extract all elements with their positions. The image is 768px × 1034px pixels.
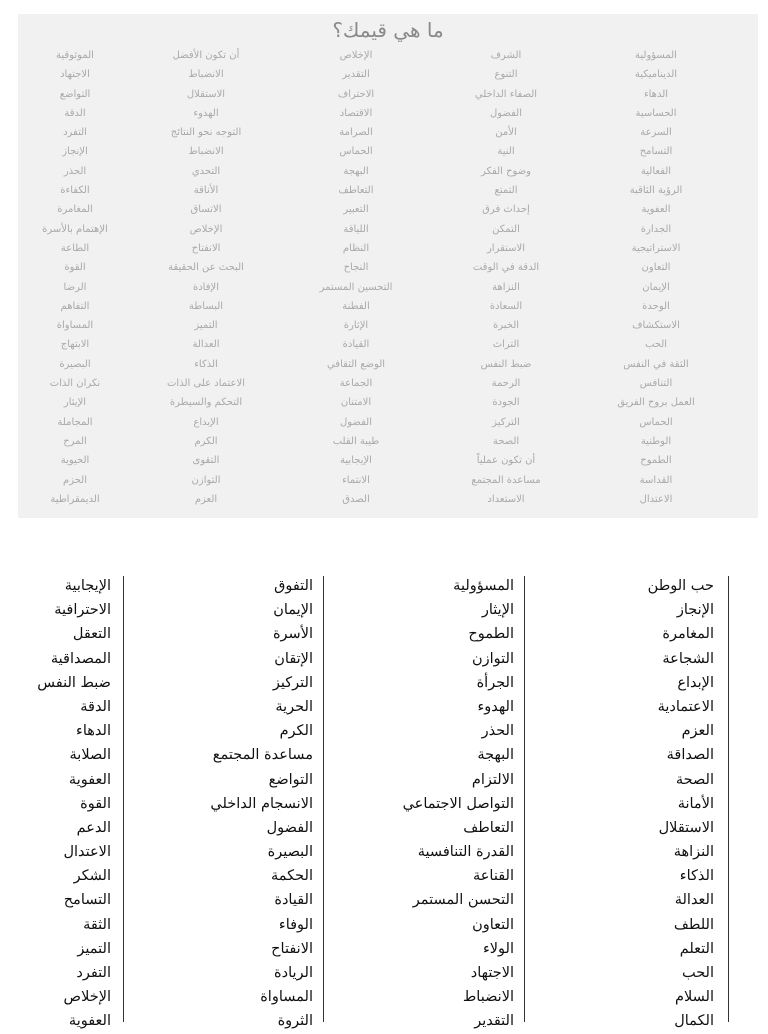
values-table-faded [18, 14, 758, 518]
table-cell: التفرد [76, 965, 111, 981]
table-cell: الاعتدال [639, 493, 673, 505]
table-cell: الابتهاج [60, 339, 90, 351]
table-cell: التوازن [191, 474, 221, 486]
table-cell: مساعدة المجتمع [212, 747, 313, 764]
table-cell: الصحة [492, 435, 520, 447]
table-cell: ضبط النفس [480, 358, 532, 370]
table-cell: التوازن [472, 650, 514, 667]
table-cell: الإيجابية [64, 578, 111, 594]
table-cell: الانسجام الداخلي [210, 795, 313, 812]
table-cell: المغامرة [662, 626, 714, 643]
table-cell: السعادة [489, 300, 523, 312]
table-cell: الشرف [490, 50, 522, 61]
table-cell: الصلابة [69, 747, 111, 764]
table-cell: العدالة [192, 339, 220, 351]
table-cell: ضبط النفس [37, 674, 111, 691]
table-cell: المصداقية [50, 650, 111, 667]
table-cell: الاستكشاف [632, 320, 680, 332]
table-cell: الحساسية [635, 107, 677, 119]
table-cell: العفوية [68, 771, 111, 788]
table-cell: الذكاء [194, 358, 218, 370]
table-cell: الإفادة [192, 281, 219, 293]
table-cell: الأناقة [193, 185, 219, 197]
table-cell: الإبداع [193, 416, 219, 428]
table-cell: البصيرة [59, 358, 91, 370]
table-cell: إحداث فرق [482, 204, 530, 216]
table-cell: الإنجاز [676, 602, 714, 619]
table-cell: الديمقراطية [50, 493, 100, 505]
table-cell: الكرم [194, 435, 218, 447]
table-cell: العدالة [674, 892, 714, 909]
table-cell: التواضع [59, 88, 91, 100]
column-divider [524, 576, 525, 1022]
column-divider [728, 576, 729, 1022]
table-cell: الثقة [83, 916, 111, 933]
table-cell: الخبرة [492, 320, 520, 332]
table-cell: البحث عن الحقيقة [168, 262, 244, 274]
table-cell: السرعة [640, 127, 672, 139]
table-cell: الصداقة [666, 747, 714, 764]
table-cell: التنافس [639, 378, 673, 390]
table-cell: التحسن المستمر [412, 892, 514, 909]
table-cell: الانضباط [462, 989, 514, 1006]
table-cell: المسؤولية [453, 578, 514, 594]
table-cell: حب الوطن [647, 578, 714, 594]
top-column-3 [281, 46, 431, 509]
table-cell: الاجتهاد [60, 69, 90, 81]
table-cell: الاتساق [190, 204, 222, 216]
table-cell: الاحترافية [54, 602, 111, 619]
table-cell: الحرية [275, 698, 313, 715]
table-cell: التعلم [679, 940, 714, 957]
table-cell: الطموح [468, 626, 514, 643]
table-cell: التركيز [272, 674, 313, 691]
table-cell: التعاطف [463, 819, 514, 836]
table-cell: الإيثار [481, 602, 514, 619]
table-cell: المسؤولية [635, 50, 677, 61]
top-column-5 [0, 46, 150, 509]
table-cell: الوحدة [642, 300, 670, 312]
table-cell: الاستقلال [186, 88, 226, 100]
table-cell: السلام [674, 989, 714, 1006]
values-table [0, 574, 768, 1030]
table-cell: النزاهة [673, 844, 714, 861]
table-cell: الفضول [266, 819, 313, 836]
table-cell: اللياقة [343, 223, 369, 235]
table-cell: التسامح [63, 892, 111, 909]
table-cell: الإتقان [274, 650, 313, 667]
table-cell: التراث [492, 339, 520, 351]
table-cell: الموثوقية [56, 50, 94, 61]
table-cell: الحماس [639, 416, 673, 428]
table-cell: التعاطف [338, 185, 374, 197]
table-cell: الرحمة [491, 378, 521, 390]
table-cell: الانضباط [188, 146, 224, 158]
table-cell: التركيز [492, 416, 520, 428]
table-cell: البصيرة [267, 844, 313, 861]
table-cell: الجودة [492, 397, 520, 409]
table-cell: التنوع [494, 69, 518, 81]
page-title: ما هي قيمك؟ [332, 18, 444, 42]
table-cell: وضوح الفكر [480, 165, 532, 177]
table-cell: الإنجاز [62, 146, 88, 158]
table-cell: الإثارة [343, 320, 369, 332]
table-cell: المجاملة [57, 416, 93, 428]
table-cell: القناعة [472, 868, 514, 885]
table-cell: الإيثار [63, 397, 87, 409]
table-cell: الكمال [674, 1013, 714, 1030]
table-cell: الوفاء [278, 916, 313, 933]
table-cell: الاقتصاد [339, 107, 373, 119]
table-cell: الكرم [279, 723, 313, 740]
table-cell: الالتزام [471, 771, 514, 788]
table-cell: الطموح [640, 455, 672, 467]
table-cell: العزم [194, 493, 218, 505]
table-cell: الإخلاص [189, 223, 223, 235]
table-cell: الثقة في النفس [623, 358, 689, 370]
table-cell: النزاهة [492, 281, 520, 293]
table-cell: التمكن [492, 223, 520, 235]
table-cell: الأمن [495, 127, 517, 139]
table-cell: التحدي [191, 165, 221, 177]
bottom-column-3 [136, 574, 313, 1034]
table-cell: الإيجابية [340, 455, 372, 467]
table-cell: الاعتدال [63, 844, 111, 861]
table-cell: التفاهم [60, 300, 90, 312]
table-cell: الدهاء [76, 723, 111, 740]
top-column-4 [131, 46, 281, 509]
table-cell: التقوى [192, 455, 220, 467]
table-cell: الصحة [675, 771, 714, 788]
table-cell: القيادة [274, 892, 313, 909]
table-cell: الرؤية الثاقبة [629, 185, 683, 197]
table-cell: النية [497, 146, 515, 158]
top-column-2 [431, 46, 581, 509]
table-cell: الريادة [274, 965, 313, 981]
table-cell: الشكر [73, 868, 111, 885]
table-cell: الدهاء [643, 88, 669, 100]
top-column-1 [581, 46, 731, 509]
table-cell: الحذر [481, 723, 514, 740]
table-cell: التواصل الاجتماعي [402, 795, 514, 812]
table-cell: مساعدة المجتمع [471, 474, 541, 486]
table-cell: الهدوء [193, 107, 219, 119]
table-cell: الاجتهاد [470, 965, 514, 981]
table-cell: الصفاء الداخلي [474, 88, 538, 100]
table-cell: العزم [681, 723, 714, 740]
table-cell: العفوية [641, 204, 671, 216]
table-cell: البهجة [343, 165, 369, 177]
table-cell: الاستعداد [487, 493, 525, 505]
table-cell: الدقة في الوقت [472, 262, 540, 274]
table-cell: البساطة [188, 300, 224, 312]
table-cell: الثروة [277, 1013, 313, 1030]
table-cell: الانفتاح [271, 940, 313, 957]
table-cell: التميز [194, 320, 218, 332]
table-cell: التوجه نحو النتائج [170, 127, 242, 139]
table-cell: التقدير [342, 69, 370, 81]
table-cell: النجاح [343, 262, 369, 274]
table-cell: التعقل [72, 626, 111, 643]
table-cell: التمتع [494, 185, 518, 197]
table-cell: التحسين المستمر [319, 281, 393, 293]
table-cell: القيادة [342, 339, 370, 351]
table-cell: الوطنية [640, 435, 672, 447]
table-cell: التميز [77, 940, 111, 957]
table-cell: الإبداع [677, 674, 714, 691]
table-cell: الجرأة [476, 674, 514, 691]
table-cell: الانتماء [342, 474, 370, 486]
table-cell: الحكمة [271, 868, 313, 885]
table-cell: الرضا [63, 281, 87, 293]
table-cell: البهجة [477, 747, 514, 764]
table-cell: الدقة [64, 107, 86, 119]
table-cell: الانفتاح [191, 242, 221, 254]
table-cell: الامتنان [340, 397, 372, 409]
table-cell: العفوية [68, 1013, 111, 1030]
table-cell: الذكاء [679, 868, 714, 885]
table-cell: أن تكون عملياً [476, 455, 536, 467]
table-cell: المساواة [56, 320, 94, 332]
table-cell: الجدارة [640, 223, 672, 235]
table-cell: النظام [342, 242, 370, 254]
table-cell: التعاون [641, 262, 671, 274]
table-cell: نكران الذات [49, 378, 101, 390]
table-cell: الصرامة [339, 127, 373, 139]
table-cell: التعاون [472, 916, 514, 933]
table-cell: الانضباط [188, 69, 224, 81]
table-cell: الدعم [76, 819, 111, 836]
table-cell: الفضول [490, 107, 522, 119]
table-cell: الوضع الثقافي [326, 358, 386, 370]
table-cell: الفضول [340, 416, 372, 428]
table-cell: القدرة التنافسية [417, 844, 514, 861]
table-cell: التفوق [274, 578, 313, 594]
table-cell: المساواة [260, 989, 313, 1006]
table-cell: التقدير [474, 1013, 514, 1030]
table-cell: التواضع [268, 771, 313, 788]
table-cell: الديناميكية [634, 69, 678, 81]
table-cell: العمل بروح الفريق [617, 397, 695, 409]
table-cell: الحماس [339, 146, 373, 158]
table-cell: الحب [644, 339, 668, 351]
table-cell: الاستراتيجية [631, 242, 681, 254]
table-cell: القوة [80, 795, 111, 812]
table-cell: الإيمان [642, 281, 670, 293]
table-cell: التسامح [639, 146, 673, 158]
bottom-column-2 [336, 574, 514, 1034]
column-divider [123, 576, 124, 1022]
table-cell: المغامرة [57, 204, 93, 216]
table-cell: أن تكون الأفضل [172, 50, 240, 61]
table-cell: الطاعة [60, 242, 90, 254]
bottom-column-4 [6, 574, 111, 1034]
table-cell: طيبة القلب [332, 435, 380, 447]
table-cell: الاحتراف [337, 88, 375, 100]
table-cell: الشجاعة [662, 650, 714, 667]
table-cell: التحكم والسيطرة [169, 397, 243, 409]
table-cell: الجماعة [339, 378, 373, 390]
table-cell: التفرد [63, 127, 87, 139]
table-cell: الإخلاص [339, 50, 373, 61]
column-divider [323, 576, 324, 1022]
table-cell: الحيوية [60, 455, 90, 467]
table-cell: الحذر [63, 165, 87, 177]
table-cell: اللطف [673, 916, 714, 933]
table-cell: الاعتمادية [657, 698, 714, 715]
table-cell: الإهتمام بالأسرة [42, 223, 108, 235]
table-cell: الصدق [342, 493, 370, 505]
table-cell: الكفاءة [60, 185, 90, 197]
table-cell: المرح [63, 435, 87, 447]
table-cell: الأمانة [677, 795, 714, 812]
table-cell: الفطنة [342, 300, 370, 312]
table-cell: التعبير [343, 204, 369, 216]
table-cell: الاستقلال [658, 819, 714, 836]
table-cell: الأسرة [272, 626, 313, 643]
table-cell: الدقة [80, 698, 111, 715]
table-cell: الحب [681, 965, 714, 981]
bottom-column-1 [560, 574, 714, 1034]
table-cell: الفعالية [640, 165, 672, 177]
table-cell: الولاء [482, 940, 514, 957]
table-cell: الاعتماد على الذات [167, 378, 245, 390]
table-cell: الإيمان [273, 602, 313, 619]
table-cell: الهدوء [477, 698, 514, 715]
table-cell: القوة [64, 262, 86, 274]
table-cell: القداسة [639, 474, 673, 486]
table-cell: الاستقرار [486, 242, 526, 254]
table-cell: الحزم [63, 474, 87, 486]
table-cell: الإخلاص [63, 989, 111, 1006]
